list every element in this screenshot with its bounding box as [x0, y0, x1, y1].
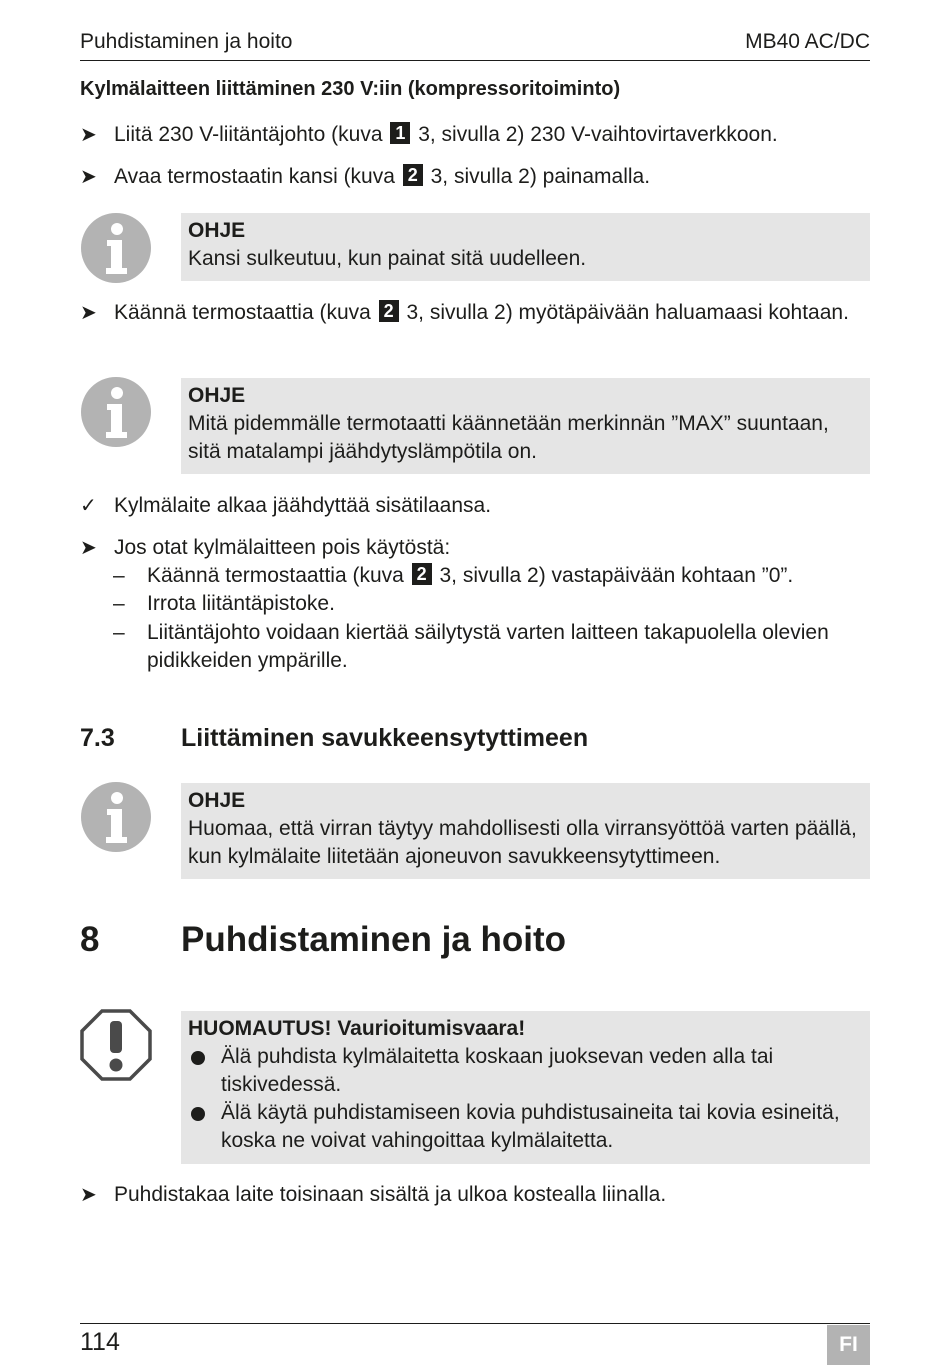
figure-badge: 2	[403, 164, 423, 186]
instruction-step: ➤ Puhdistakaa laite toisinaan sisältä ja ulkoa kostealla liinalla.	[80, 1181, 870, 1209]
instruction-step: ➤ Käännä termostaattia (kuva 2 3, sivulla 2) myötäpäivään haluamaasi kohtaan.	[80, 299, 870, 327]
arrow-icon: ➤	[80, 302, 97, 324]
header-chapter-title: Puhdistaminen ja hoito	[80, 30, 293, 53]
warning-title: HUOMAUTUS! Vaurioitumisvaara!	[188, 1017, 526, 1040]
info-icon	[80, 212, 152, 284]
chapter-title: Puhdistaminen ja hoito	[181, 920, 567, 959]
dash-icon: –	[113, 621, 125, 644]
info-icon	[80, 376, 152, 448]
figure-badge: 2	[379, 300, 399, 322]
dash-icon: –	[113, 592, 125, 615]
footer-divider	[80, 1323, 870, 1324]
instruction-step: ➤ Avaa termostaatin kansi (kuva 2 3, sivulla 2) painamalla.	[80, 163, 870, 191]
instruction-step: ➤ Liitä 230 V-liitäntäjohto (kuva 1 3, sivulla 2) 230 V-vaihtovirtaverkkoon.	[80, 121, 870, 149]
running-header	[80, 28, 870, 61]
note-text: Kansi sulkeutuu, kun painat sitä uudelleen.	[188, 247, 587, 270]
note-title: OHJE	[188, 219, 246, 242]
arrow-icon: ➤	[80, 166, 97, 188]
section-number: 7.3	[80, 724, 115, 752]
note-box	[181, 783, 870, 879]
subheading: Kylmälaitteen liittäminen 230 V:iin (kompressoritoiminto)	[80, 78, 621, 100]
warning-box	[181, 1011, 870, 1164]
figure-badge: 1	[390, 122, 410, 144]
sub-step: – Käännä termostaattia (kuva 2 3, sivulla 2) vastapäivään kohtaan ”0”.	[113, 562, 870, 590]
figure-badge: 2	[412, 563, 432, 585]
warning-bullet: Älä puhdista kylmälaitetta koskaan juoksevan veden alla tai tiskivedessä.	[188, 1043, 862, 1099]
page-number: 114	[80, 1328, 120, 1356]
note-title: OHJE	[188, 789, 246, 812]
arrow-icon: ➤	[80, 124, 97, 146]
note-text: Huomaa, että virran täytyy mahdollisesti olla virransyöttöä varten päällä, kun kylmälaite liitetään ajoneuvon savukkeensytyttimeen.	[188, 817, 857, 868]
language-badge: FI	[827, 1325, 870, 1365]
note-text: Mitä pidemmälle termotaatti käännetään merkinnän ”MAX” suuntaan, sitä matalampi jäähdytyslämpötila on.	[188, 412, 829, 463]
note-box	[181, 378, 870, 474]
arrow-icon: ➤	[80, 1184, 97, 1206]
header-model-name: MB40 AC/DC	[745, 30, 870, 53]
sub-step: – Liitäntäjohto voidaan kiertää säilytystä varten laitteen takapuolella olevien pidikkeiden ympärille.	[113, 621, 829, 672]
instruction-step: ➤ Jos otat kylmälaitteen pois käytöstä:	[80, 534, 870, 562]
bullet-icon	[191, 1051, 205, 1065]
chapter-number: 8	[80, 920, 100, 959]
result-step: ✓ Kylmälaite alkaa jäähdyttää sisätilaansa.	[80, 492, 870, 520]
check-icon: ✓	[80, 495, 97, 517]
note-title: OHJE	[188, 384, 246, 407]
warning-bullet: Älä käytä puhdistamiseen kovia puhdistusaineita tai kovia esineitä, koska ne voivat vahingoittaa kylmälaitetta.	[188, 1099, 862, 1155]
dash-icon: –	[113, 564, 125, 587]
warning-icon	[80, 1009, 152, 1081]
note-box	[181, 213, 870, 281]
info-icon	[80, 781, 152, 853]
section-title: Liittäminen savukkeensytyttimeen	[181, 724, 589, 752]
sub-step: – Irrota liitäntäpistoke.	[113, 590, 870, 618]
bullet-icon	[191, 1107, 205, 1121]
arrow-icon: ➤	[80, 537, 97, 559]
